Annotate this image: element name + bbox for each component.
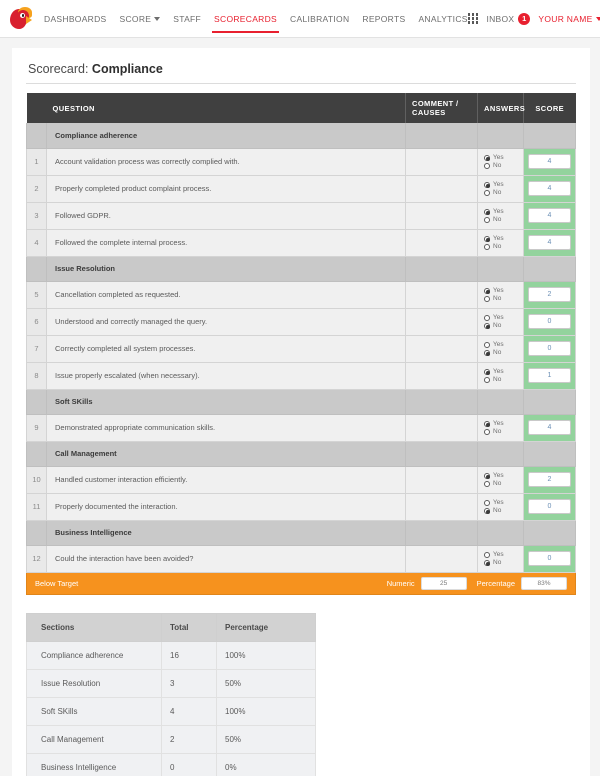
summary-table-row bbox=[27, 641, 316, 669]
nav-item-label: REPORTS bbox=[362, 13, 406, 24]
radio-no-icon[interactable] bbox=[484, 296, 490, 302]
section-score-cell bbox=[524, 520, 576, 545]
score-cell bbox=[524, 308, 576, 335]
answer-option-no[interactable] bbox=[484, 349, 523, 356]
summary-table-row bbox=[27, 725, 316, 753]
answer-option-no[interactable] bbox=[484, 428, 523, 435]
summary-total: 16 bbox=[162, 641, 217, 669]
score-input[interactable]: 0 bbox=[528, 499, 571, 514]
scorecard-question-row bbox=[27, 202, 576, 229]
scorecard-question-row bbox=[27, 148, 576, 175]
nav-item-staff[interactable] bbox=[173, 2, 201, 36]
nav-right-group bbox=[468, 13, 600, 25]
answer-option-yes[interactable] bbox=[484, 208, 523, 215]
question-text: Account validation process was correctly complied with. bbox=[47, 148, 406, 175]
comment-causes-input[interactable] bbox=[406, 362, 478, 389]
answer-option-no[interactable] bbox=[484, 322, 523, 329]
numeric-field-group bbox=[387, 577, 467, 590]
percentage-field-group bbox=[477, 577, 567, 590]
radio-yes-icon[interactable] bbox=[484, 155, 490, 161]
answers-cell bbox=[478, 229, 524, 256]
answer-yes-label: Yes bbox=[493, 154, 504, 161]
scorecard-footer-bar bbox=[26, 573, 576, 595]
answers-cell bbox=[478, 362, 524, 389]
radio-no-icon[interactable] bbox=[484, 190, 490, 196]
question-text: Correctly completed all system processes. bbox=[47, 335, 406, 362]
answer-option-no[interactable] bbox=[484, 295, 523, 302]
answer-radio-group bbox=[484, 287, 523, 302]
scorecard-question-row bbox=[27, 281, 576, 308]
scorecard-section-row bbox=[27, 123, 576, 148]
scorecard-section-row bbox=[27, 520, 576, 545]
summary-section-name: Business Intelligence bbox=[27, 753, 162, 776]
answer-option-yes[interactable] bbox=[484, 235, 523, 242]
scorecard-question-row bbox=[27, 335, 576, 362]
comment-causes-input[interactable] bbox=[406, 281, 478, 308]
answer-option-yes[interactable] bbox=[484, 341, 523, 348]
radio-no-icon[interactable] bbox=[484, 377, 490, 383]
question-number: 3 bbox=[27, 202, 47, 229]
answer-option-yes[interactable] bbox=[484, 181, 523, 188]
col-comment-causes bbox=[406, 93, 478, 123]
comment-causes-input[interactable] bbox=[406, 545, 478, 572]
answer-option-no[interactable] bbox=[484, 376, 523, 383]
answer-option-no[interactable] bbox=[484, 243, 523, 250]
chevron-down-icon bbox=[596, 17, 600, 21]
page-body bbox=[0, 38, 600, 776]
radio-no-icon[interactable] bbox=[484, 217, 490, 223]
section-comment-cell bbox=[406, 123, 478, 148]
answer-option-no[interactable] bbox=[484, 480, 523, 487]
scorecard-status-label: Below Target bbox=[35, 578, 79, 588]
answer-option-yes[interactable] bbox=[484, 551, 523, 558]
nav-item-calibration[interactable] bbox=[290, 2, 349, 36]
answer-no-label: No bbox=[493, 322, 502, 329]
page-title-name: Compliance bbox=[91, 62, 163, 76]
numeric-label: Numeric bbox=[386, 578, 415, 588]
col-comment-line1: COMMENT / bbox=[412, 99, 459, 108]
nav-item-dashboards[interactable] bbox=[44, 2, 107, 36]
score-cell bbox=[524, 148, 576, 175]
radio-yes-icon[interactable] bbox=[484, 421, 490, 427]
scorecard-section-row bbox=[27, 256, 576, 281]
radio-no-icon[interactable] bbox=[484, 429, 490, 435]
summary-percentage: 100% bbox=[217, 641, 316, 669]
page-title bbox=[26, 60, 576, 84]
grid-apps-icon[interactable] bbox=[468, 13, 479, 24]
question-number: 8 bbox=[27, 362, 47, 389]
section-score-cell bbox=[524, 123, 576, 148]
top-navigation-bar bbox=[0, 0, 600, 38]
answers-cell bbox=[478, 308, 524, 335]
summary-section-name: Soft SKills bbox=[27, 697, 162, 725]
answer-radio-group bbox=[484, 499, 523, 514]
content-card bbox=[12, 48, 590, 776]
answer-no-label: No bbox=[493, 376, 502, 383]
question-number: 5 bbox=[27, 281, 47, 308]
question-text: Properly documented the interaction. bbox=[47, 493, 406, 520]
answer-option-no[interactable] bbox=[484, 216, 523, 223]
section-label: Compliance adherence bbox=[47, 123, 406, 148]
radio-yes-icon[interactable] bbox=[484, 315, 490, 321]
summary-table-row bbox=[27, 669, 316, 697]
comment-causes-input[interactable] bbox=[406, 466, 478, 493]
answer-option-yes[interactable] bbox=[484, 420, 523, 427]
summary-section-name: Issue Resolution bbox=[27, 669, 162, 697]
answers-cell bbox=[478, 148, 524, 175]
answer-yes-label: Yes bbox=[493, 314, 504, 321]
answer-option-yes[interactable] bbox=[484, 287, 523, 294]
answer-no-label: No bbox=[493, 243, 502, 250]
answer-no-label: No bbox=[493, 559, 502, 566]
answers-cell bbox=[478, 493, 524, 520]
answer-option-no[interactable] bbox=[484, 507, 523, 514]
comment-causes-input[interactable] bbox=[406, 175, 478, 202]
nav-item-label: ANALYTICS bbox=[418, 13, 468, 24]
main-nav bbox=[44, 2, 468, 36]
radio-no-icon[interactable] bbox=[484, 508, 490, 514]
inbox-count-badge: 1 bbox=[518, 13, 530, 25]
scorecard-question-row bbox=[27, 362, 576, 389]
answer-yes-label: Yes bbox=[493, 368, 504, 375]
section-answers-cell bbox=[478, 441, 524, 466]
question-number: 6 bbox=[27, 308, 47, 335]
answer-no-label: No bbox=[493, 480, 502, 487]
col-sections: Sections bbox=[27, 613, 162, 641]
inbox-link[interactable] bbox=[486, 13, 530, 25]
answer-option-yes[interactable] bbox=[484, 314, 523, 321]
answers-cell bbox=[478, 466, 524, 493]
radio-no-icon[interactable] bbox=[484, 323, 490, 329]
user-menu[interactable] bbox=[538, 14, 600, 24]
summary-percentage: 100% bbox=[217, 697, 316, 725]
score-cell bbox=[524, 362, 576, 389]
summary-table-row bbox=[27, 753, 316, 776]
score-input[interactable]: 0 bbox=[528, 314, 571, 329]
radio-yes-icon[interactable] bbox=[484, 552, 490, 558]
summary-header-row bbox=[27, 613, 316, 641]
answer-no-label: No bbox=[493, 162, 502, 169]
summary-percentage: 0% bbox=[217, 753, 316, 776]
answer-yes-label: Yes bbox=[493, 287, 504, 294]
scorecard-question-row bbox=[27, 414, 576, 441]
question-text: Handled customer interaction efficiently. bbox=[47, 466, 406, 493]
answer-radio-group bbox=[484, 235, 523, 250]
score-input[interactable]: 4 bbox=[528, 235, 571, 250]
percentage-value-input[interactable]: 83% bbox=[521, 577, 567, 590]
section-row-number bbox=[27, 441, 47, 466]
question-number: 2 bbox=[27, 175, 47, 202]
section-answers-cell bbox=[478, 389, 524, 414]
answer-option-no[interactable] bbox=[484, 189, 523, 196]
summary-total: 4 bbox=[162, 697, 217, 725]
score-cell bbox=[524, 493, 576, 520]
summary-table bbox=[26, 613, 316, 776]
radio-no-icon[interactable] bbox=[484, 163, 490, 169]
percentage-label: Percentage bbox=[476, 578, 515, 588]
answers-cell bbox=[478, 175, 524, 202]
question-number: 11 bbox=[27, 493, 47, 520]
summary-table-body bbox=[27, 641, 316, 776]
col-comment-line2: CAUSES bbox=[412, 108, 446, 117]
question-number: 9 bbox=[27, 414, 47, 441]
answer-yes-label: Yes bbox=[493, 235, 504, 242]
section-label: Soft SKills bbox=[47, 389, 406, 414]
section-comment-cell bbox=[406, 441, 478, 466]
summary-total: 3 bbox=[162, 669, 217, 697]
user-menu-label: YOUR NAME bbox=[538, 13, 593, 24]
answer-radio-group bbox=[484, 154, 523, 169]
answer-yes-label: Yes bbox=[493, 341, 504, 348]
summary-table-row bbox=[27, 697, 316, 725]
radio-no-icon[interactable] bbox=[484, 244, 490, 250]
question-number: 4 bbox=[27, 229, 47, 256]
answer-no-label: No bbox=[493, 507, 502, 514]
radio-yes-icon[interactable] bbox=[484, 500, 490, 506]
score-cell bbox=[524, 414, 576, 441]
answer-option-no[interactable] bbox=[484, 559, 523, 566]
nav-item-label: SCORECARDS bbox=[214, 13, 278, 24]
comment-causes-input[interactable] bbox=[406, 202, 478, 229]
answers-cell bbox=[478, 335, 524, 362]
scorecard-table bbox=[26, 93, 576, 573]
radio-yes-icon[interactable] bbox=[484, 342, 490, 348]
summary-table-head bbox=[27, 613, 316, 641]
nav-item-score[interactable] bbox=[120, 2, 161, 36]
answers-cell bbox=[478, 202, 524, 229]
answer-no-label: No bbox=[493, 295, 502, 302]
summary-total: 0 bbox=[162, 753, 217, 776]
score-input[interactable]: 2 bbox=[528, 472, 571, 487]
comment-causes-input[interactable] bbox=[406, 414, 478, 441]
nav-item-scorecards[interactable] bbox=[214, 2, 277, 36]
question-text: Could the interaction have been avoided? bbox=[47, 545, 406, 572]
chevron-down-icon bbox=[154, 17, 160, 21]
answer-yes-label: Yes bbox=[493, 181, 504, 188]
comment-causes-input[interactable] bbox=[406, 229, 478, 256]
scorecard-table-head bbox=[27, 93, 576, 123]
numeric-value-input[interactable]: 25 bbox=[421, 577, 467, 590]
question-text: Followed the complete internal process. bbox=[47, 229, 406, 256]
answer-radio-group bbox=[484, 472, 523, 487]
answer-yes-label: Yes bbox=[493, 551, 504, 558]
section-label: Business Intelligence bbox=[47, 520, 406, 545]
scorecard-section-row bbox=[27, 389, 576, 414]
summary-percentage: 50% bbox=[217, 725, 316, 753]
question-text: Demonstrated appropriate communication skills. bbox=[47, 414, 406, 441]
summary-total: 2 bbox=[162, 725, 217, 753]
section-row-number bbox=[27, 520, 47, 545]
scorecard-header-row bbox=[27, 93, 576, 123]
answer-option-yes[interactable] bbox=[484, 499, 523, 506]
answer-radio-group bbox=[484, 314, 523, 329]
answer-no-label: No bbox=[493, 349, 502, 356]
comment-causes-input[interactable] bbox=[406, 335, 478, 362]
question-number: 1 bbox=[27, 148, 47, 175]
nav-item-label: CALIBRATION bbox=[290, 13, 350, 24]
answer-no-label: No bbox=[493, 189, 502, 196]
question-text: Properly completed product complaint process. bbox=[47, 175, 406, 202]
scorecard-question-row bbox=[27, 175, 576, 202]
question-text: Followed GDPR. bbox=[47, 202, 406, 229]
section-row-number bbox=[27, 256, 47, 281]
answer-yes-label: Yes bbox=[493, 472, 504, 479]
col-row-number bbox=[27, 93, 47, 123]
scorecard-question-row bbox=[27, 545, 576, 572]
section-label: Call Management bbox=[47, 441, 406, 466]
radio-no-icon[interactable] bbox=[484, 481, 490, 487]
answer-yes-label: Yes bbox=[493, 208, 504, 215]
section-row-number bbox=[27, 389, 47, 414]
score-cell bbox=[524, 175, 576, 202]
scorecard-table-body bbox=[27, 123, 576, 572]
question-number: 12 bbox=[27, 545, 47, 572]
question-number: 10 bbox=[27, 466, 47, 493]
inbox-label: INBOX bbox=[486, 13, 515, 24]
scorecard-section-row bbox=[27, 441, 576, 466]
section-label: Issue Resolution bbox=[47, 256, 406, 281]
score-input[interactable]: 4 bbox=[528, 154, 571, 169]
score-cell bbox=[524, 202, 576, 229]
nav-item-analytics[interactable] bbox=[418, 2, 467, 36]
answer-radio-group bbox=[484, 420, 523, 435]
question-number: 7 bbox=[27, 335, 47, 362]
answers-cell bbox=[478, 281, 524, 308]
score-input[interactable]: 0 bbox=[528, 551, 571, 566]
scorecard-question-row bbox=[27, 466, 576, 493]
comment-causes-input[interactable] bbox=[406, 148, 478, 175]
score-input[interactable]: 4 bbox=[528, 208, 571, 223]
section-row-number bbox=[27, 123, 47, 148]
section-comment-cell bbox=[406, 389, 478, 414]
question-text: Issue properly escalated (when necessary). bbox=[47, 362, 406, 389]
comment-causes-input[interactable] bbox=[406, 493, 478, 520]
answer-no-label: No bbox=[493, 428, 502, 435]
col-total: Total bbox=[162, 613, 217, 641]
summary-section bbox=[26, 613, 316, 776]
answer-radio-group bbox=[484, 368, 523, 383]
section-score-cell bbox=[524, 256, 576, 281]
parrot-logo-icon[interactable] bbox=[8, 6, 34, 32]
answer-radio-group bbox=[484, 341, 523, 356]
answer-radio-group bbox=[484, 208, 523, 223]
score-input[interactable]: 2 bbox=[528, 287, 571, 302]
answer-option-yes[interactable] bbox=[484, 472, 523, 479]
col-question: QUESTION bbox=[47, 93, 406, 123]
score-cell bbox=[524, 335, 576, 362]
radio-yes-icon[interactable] bbox=[484, 236, 490, 242]
section-answers-cell bbox=[478, 520, 524, 545]
answer-radio-group bbox=[484, 551, 523, 566]
scorecard-question-row bbox=[27, 229, 576, 256]
question-text: Cancellation completed as requested. bbox=[47, 281, 406, 308]
radio-yes-icon[interactable] bbox=[484, 288, 490, 294]
answer-no-label: No bbox=[493, 216, 502, 223]
section-answers-cell bbox=[478, 123, 524, 148]
score-input[interactable]: 0 bbox=[528, 341, 571, 356]
question-text: Understood and correctly managed the query. bbox=[47, 308, 406, 335]
comment-causes-input[interactable] bbox=[406, 308, 478, 335]
score-input[interactable]: 4 bbox=[528, 420, 571, 435]
nav-item-label: STAFF bbox=[173, 13, 202, 24]
radio-no-icon[interactable] bbox=[484, 560, 490, 566]
radio-yes-icon[interactable] bbox=[484, 473, 490, 479]
radio-no-icon[interactable] bbox=[484, 350, 490, 356]
nav-item-reports[interactable] bbox=[362, 2, 405, 36]
col-score: SCORE bbox=[524, 93, 576, 123]
answer-option-yes[interactable] bbox=[484, 368, 523, 375]
score-cell bbox=[524, 281, 576, 308]
score-cell bbox=[524, 466, 576, 493]
answer-yes-label: Yes bbox=[493, 420, 504, 427]
section-score-cell bbox=[524, 389, 576, 414]
section-comment-cell bbox=[406, 520, 478, 545]
answer-option-yes[interactable] bbox=[484, 154, 523, 161]
answer-radio-group bbox=[484, 181, 523, 196]
page-title-prefix: Scorecard: bbox=[28, 62, 92, 76]
scorecard-question-row bbox=[27, 308, 576, 335]
answers-cell bbox=[478, 414, 524, 441]
summary-percentage: 50% bbox=[217, 669, 316, 697]
summary-section-name: Compliance adherence bbox=[27, 641, 162, 669]
summary-section-name: Call Management bbox=[27, 725, 162, 753]
col-percentage: Percentage bbox=[217, 613, 316, 641]
score-input[interactable]: 1 bbox=[528, 368, 571, 383]
col-answers: ANSWERS bbox=[478, 93, 524, 123]
radio-yes-icon[interactable] bbox=[484, 369, 490, 375]
score-cell bbox=[524, 229, 576, 256]
answer-yes-label: Yes bbox=[493, 499, 504, 506]
radio-yes-icon[interactable] bbox=[484, 182, 490, 188]
radio-yes-icon[interactable] bbox=[484, 209, 490, 215]
scorecard-question-row bbox=[27, 493, 576, 520]
answer-option-no[interactable] bbox=[484, 162, 523, 169]
nav-item-label: DASHBOARDS bbox=[44, 13, 107, 24]
score-input[interactable]: 4 bbox=[528, 181, 571, 196]
score-cell bbox=[524, 545, 576, 572]
nav-item-label: SCORE bbox=[119, 13, 152, 24]
section-comment-cell bbox=[406, 256, 478, 281]
answers-cell bbox=[478, 545, 524, 572]
section-answers-cell bbox=[478, 256, 524, 281]
section-score-cell bbox=[524, 441, 576, 466]
